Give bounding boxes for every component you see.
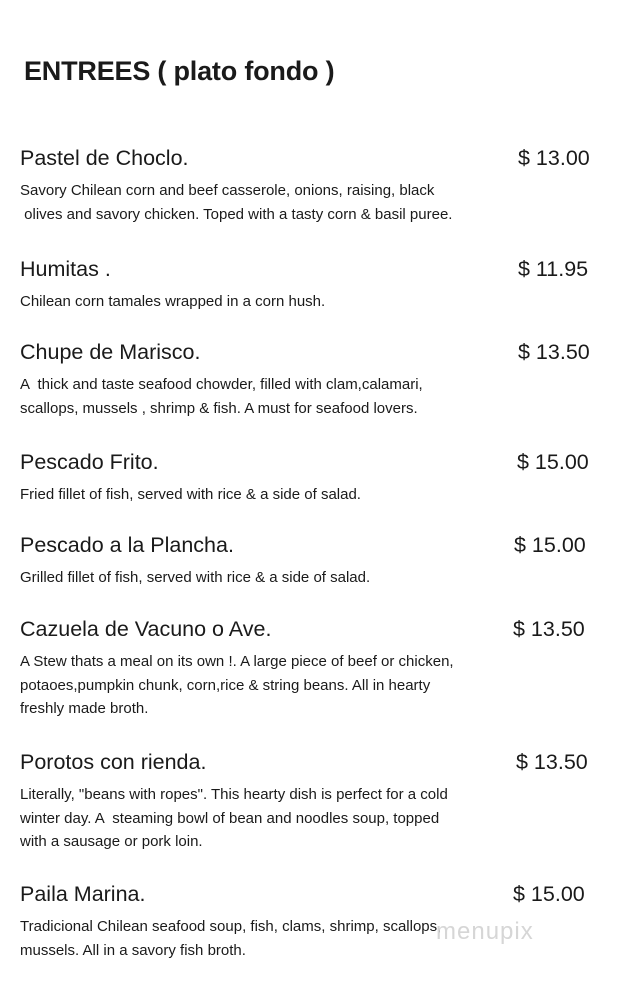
item-price: $ 15.00 xyxy=(514,533,586,557)
item-name: Paila Marina. xyxy=(20,882,146,906)
page-title: ENTREES ( plato fondo ) xyxy=(24,56,335,86)
item-description xyxy=(20,290,325,314)
item-description xyxy=(20,483,361,507)
description-line: Fried fillet of fish, served with rice & a side of salad. xyxy=(20,486,361,503)
item-price: $ 15.00 xyxy=(517,450,589,474)
item-description xyxy=(20,783,448,854)
description-line: Grilled fillet of fish, served with rice & a side of salad. xyxy=(20,569,371,586)
description-line: freshly made broth. xyxy=(20,700,149,717)
description-line: olives and savory chicken. Toped with a tasty corn & basil puree. xyxy=(20,205,453,223)
item-price: $ 13.50 xyxy=(518,340,590,364)
description-line: Literally, "beans with ropes". This hearty dish is perfect for a cold xyxy=(20,786,448,803)
item-name: Cazuela de Vacuno o Ave. xyxy=(20,617,272,641)
description-line: potaoes,pumpkin chunk, corn,rice & string beans. All in hearty xyxy=(20,676,431,694)
item-name: Pescado Frito. xyxy=(20,450,159,474)
item-description xyxy=(20,566,370,590)
item-name: Chupe de Marisco. xyxy=(20,340,201,364)
menupix-watermark: menupix xyxy=(436,918,534,945)
item-price: $ 15.00 xyxy=(513,882,585,906)
description-line: scallops, mussels , shrimp & fish. A must for seafood lovers. xyxy=(20,399,418,417)
item-description xyxy=(20,179,452,226)
description-line: mussels. All in a savory fish broth. xyxy=(20,941,246,959)
item-price: $ 11.95 xyxy=(518,257,589,281)
item-price: $ 13.00 xyxy=(518,146,590,170)
description-line: A thick and taste seafood chowder, filled with clam,calamari, xyxy=(20,376,423,393)
item-name: Pescado a la Plancha. xyxy=(20,533,234,557)
item-name: Humitas . xyxy=(20,257,111,281)
item-price: $ 13.50 xyxy=(513,617,585,641)
item-price: $ 13.50 xyxy=(516,750,588,774)
description-line: Chilean corn tamales wrapped in a corn hush. xyxy=(20,293,326,310)
description-line: Tradicional Chilean seafood soup, fish, clams, shrimp, scallops, xyxy=(20,918,442,935)
description-line: winter day. A steaming bowl of bean and noodles soup, topped xyxy=(20,809,440,827)
item-description xyxy=(20,915,441,962)
item-name: Pastel de Choclo. xyxy=(20,146,189,170)
description-line: Savory Chilean corn and beef casserole, onions, raising, black xyxy=(20,182,435,199)
item-name: Porotos con rienda. xyxy=(20,750,207,774)
item-description xyxy=(20,373,423,420)
description-line: with a sausage or pork loin. xyxy=(20,833,203,850)
description-line: A Stew thats a meal on its own !. A large piece of beef or chicken, xyxy=(20,653,454,670)
item-description xyxy=(20,650,454,721)
